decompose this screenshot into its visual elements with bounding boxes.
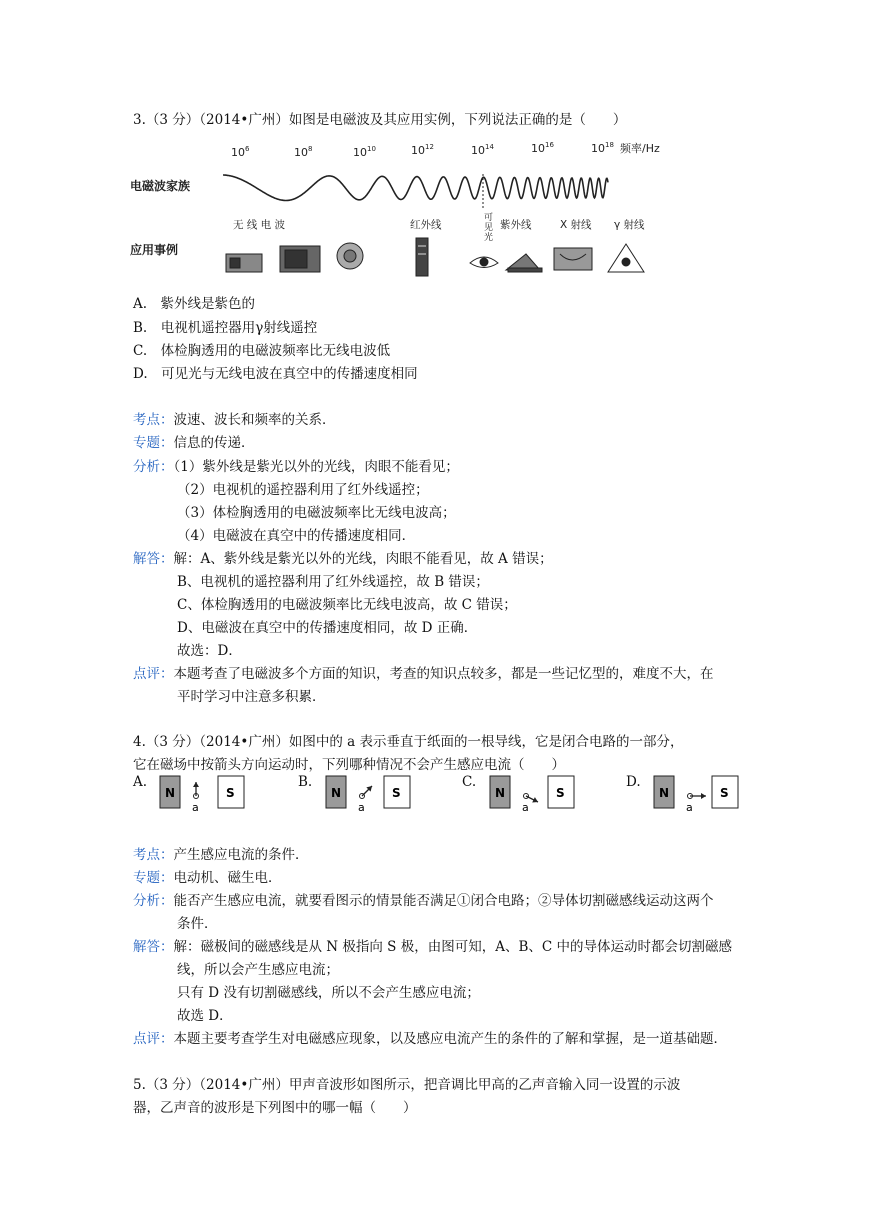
application-icons (226, 238, 644, 276)
q4-zhuanti: 专题：电动机、磁生电． (133, 870, 282, 886)
q3-option-c[interactable]: C. 体检胸透用的电磁波频率比无线电波低 (133, 343, 391, 359)
fenxi-label: 分析： (133, 459, 174, 475)
jieda-label: 解答： (133, 551, 174, 567)
q4-jieda: 解答：解：磁极间的磁感线是从 N 极指向 S 极，由图可知，A、B、C 中的导体运动时都会切割磁感 (133, 939, 733, 955)
freq-label: $10^{18}$ (591, 141, 614, 155)
q4-option-a-label[interactable]: A. (133, 774, 148, 790)
q3-dianping-line: 平时学习中注意多积累． (177, 689, 326, 705)
tv-icon (280, 246, 320, 272)
dianping-label: 点评： (133, 666, 174, 682)
freq-label: $10^8$ (294, 145, 313, 159)
north-pole-label: N (165, 786, 176, 800)
magnet-diagram (326, 776, 410, 814)
q3-option-d[interactable]: D. 可见光与无线电波在真空中的传播速度相同 (133, 366, 418, 382)
q4-jieda-line: 线，所以会产生感应电流； (177, 962, 339, 978)
frequency-scale (231, 141, 660, 159)
freq-label: $10^{16}$ (531, 141, 554, 155)
q3-jieda: 解答：解：A、紫外线是紫光以外的光线，肉眼不能看见，故 A 错误； (133, 551, 553, 567)
band-radio: 无 线 电 波 (233, 219, 286, 231)
row-label-family: 电磁波家族 (130, 179, 191, 193)
q4-jieda-line: 故选 D． (177, 1008, 233, 1024)
freq-label: $10^{12}$ (411, 143, 434, 157)
q3-option-a[interactable]: A. 紫外线是紫色的 (133, 296, 256, 312)
q3-fenxi-line: （3）体检胸透用的电磁波频率比无线电波高； (177, 505, 456, 521)
q5-stem-line1: 5.（3 分）（2014•广州）甲声音波形如图所示，把音调比甲高的乙声音输入同一设置的示波 (133, 1077, 681, 1093)
q3-fenxi-line: （4）电磁波在真空中的传播速度相同． (177, 528, 416, 544)
magnet-diagram (654, 776, 738, 814)
zhuanti-label: 专题： (133, 870, 174, 886)
band-visible-1: 可 (484, 213, 494, 223)
north-pole-label: N (495, 786, 506, 800)
north-pole-label: N (331, 786, 342, 800)
wire-label: a (192, 801, 199, 814)
magnet-diagram (490, 776, 574, 814)
q4-fenxi-line: 条件． (177, 916, 218, 932)
q4-stem-line1: 4.（3 分）（2014•广州）如图中的 a 表示垂直于纸面的一根导线，它是闭合电路的一部分， (133, 734, 684, 750)
eye-icon (470, 257, 498, 268)
q4-option-d-label[interactable]: D. (626, 774, 641, 790)
em-spectrum-figure (128, 138, 660, 278)
q3-jieda-line: 故选：D． (177, 643, 242, 659)
magnet-diagram (160, 776, 244, 814)
fenxi-label: 分析： (133, 893, 174, 909)
north-pole-label: N (659, 786, 670, 800)
band-gamma: γ 射线 (614, 219, 645, 231)
band-visible-3: 光 (484, 233, 494, 243)
band-uv: 紫外线 (500, 219, 532, 231)
q3-fenxi-line: （2）电视机的遥控器利用了红外线遥控； (177, 482, 429, 498)
kaodian-label: 考点： (133, 412, 174, 428)
satellite-dish-icon (337, 243, 363, 269)
south-pole-label: S (392, 786, 401, 800)
q3-option-b[interactable]: B. 电视机遥控器用γ射线遥控 (133, 320, 318, 336)
q3-jieda-line: C、体检胸透用的电磁波频率比无线电波高，故 C 错误； (177, 597, 517, 613)
south-pole-label: S (226, 786, 235, 800)
q4-option-c-label[interactable]: C. (462, 774, 477, 790)
q3-stem: 3.（3 分）（2014•广州）如图是电磁波及其应用实例，下列说法正确的是（ ） (133, 112, 627, 128)
q3-fenxi: 分析：（1）紫外线是紫光以外的光线，肉眼不能看见； (133, 459, 459, 475)
q3-kaodian: 考点：波速、波长和频率的关系． (133, 412, 336, 428)
q4-fenxi: 分析：能否产生感应电流，就要看图示的情景能否满足①闭合电路；②导体切割磁感线运动这两个 (133, 893, 714, 909)
motion-arrowhead (701, 793, 706, 799)
q4-option-b-label[interactable]: B. (298, 774, 313, 790)
freq-unit: 频率/Hz (620, 142, 660, 155)
magnet-figures (150, 770, 770, 820)
q5-stem-line2: 器，乙声音的波形是下列图中的哪一幅（ ） (133, 1100, 417, 1116)
q3-jieda-line: D、电磁波在真空中的传播速度相同，故 D 正确． (177, 620, 478, 636)
freq-label: $10^6$ (231, 145, 250, 159)
south-pole-label: S (720, 786, 729, 800)
south-pole-label: S (556, 786, 565, 800)
q4-kaodian: 考点：产生感应电流的条件． (133, 847, 309, 863)
q4-stem-line2: 它在磁场中按箭头方向运动时，下列哪种情况不会产生感应电流（ ） (133, 757, 565, 773)
motion-arrowhead (193, 782, 199, 787)
dianping-label: 点评： (133, 1031, 174, 1047)
q3-jieda-line: B、电视机的遥控器利用了红外线遥控，故 B 错误； (177, 574, 489, 590)
freq-label: $10^{14}$ (471, 143, 494, 157)
radio-icon (226, 254, 262, 272)
band-visible-2: 见 (484, 223, 494, 233)
row-label-examples: 应用事例 (130, 243, 179, 257)
freq-label: $10^{10}$ (353, 145, 376, 159)
wire-label: a (522, 801, 529, 814)
q3-zhuanti: 专题：信息的传递． (133, 435, 255, 451)
jieda-label: 解答： (133, 939, 174, 955)
xray-film-icon (554, 248, 592, 270)
radiation-sign-icon (608, 244, 644, 272)
kaodian-label: 考点： (133, 847, 174, 863)
band-infrared: 红外线 (410, 219, 442, 231)
em-wave (223, 175, 608, 201)
uv-lamp-icon (506, 254, 542, 272)
band-xray: X 射线 (560, 219, 592, 231)
wire-label: a (686, 801, 693, 814)
q4-jieda-line: 只有 D 没有切割磁感线，所以不会产生感应电流； (177, 985, 480, 1001)
wire-label: a (358, 801, 365, 814)
zhuanti-label: 专题： (133, 435, 174, 451)
q4-dianping: 点评：本题主要考查学生对电磁感应现象，以及感应电流产生的条件的了解和掌握，是一道基础题． (133, 1031, 727, 1047)
q3-dianping: 点评：本题考查了电磁波多个方面的知识，考查的知识点较多，都是一些记忆型的，难度不大，在 (133, 666, 714, 682)
remote-control-icon (416, 238, 428, 276)
